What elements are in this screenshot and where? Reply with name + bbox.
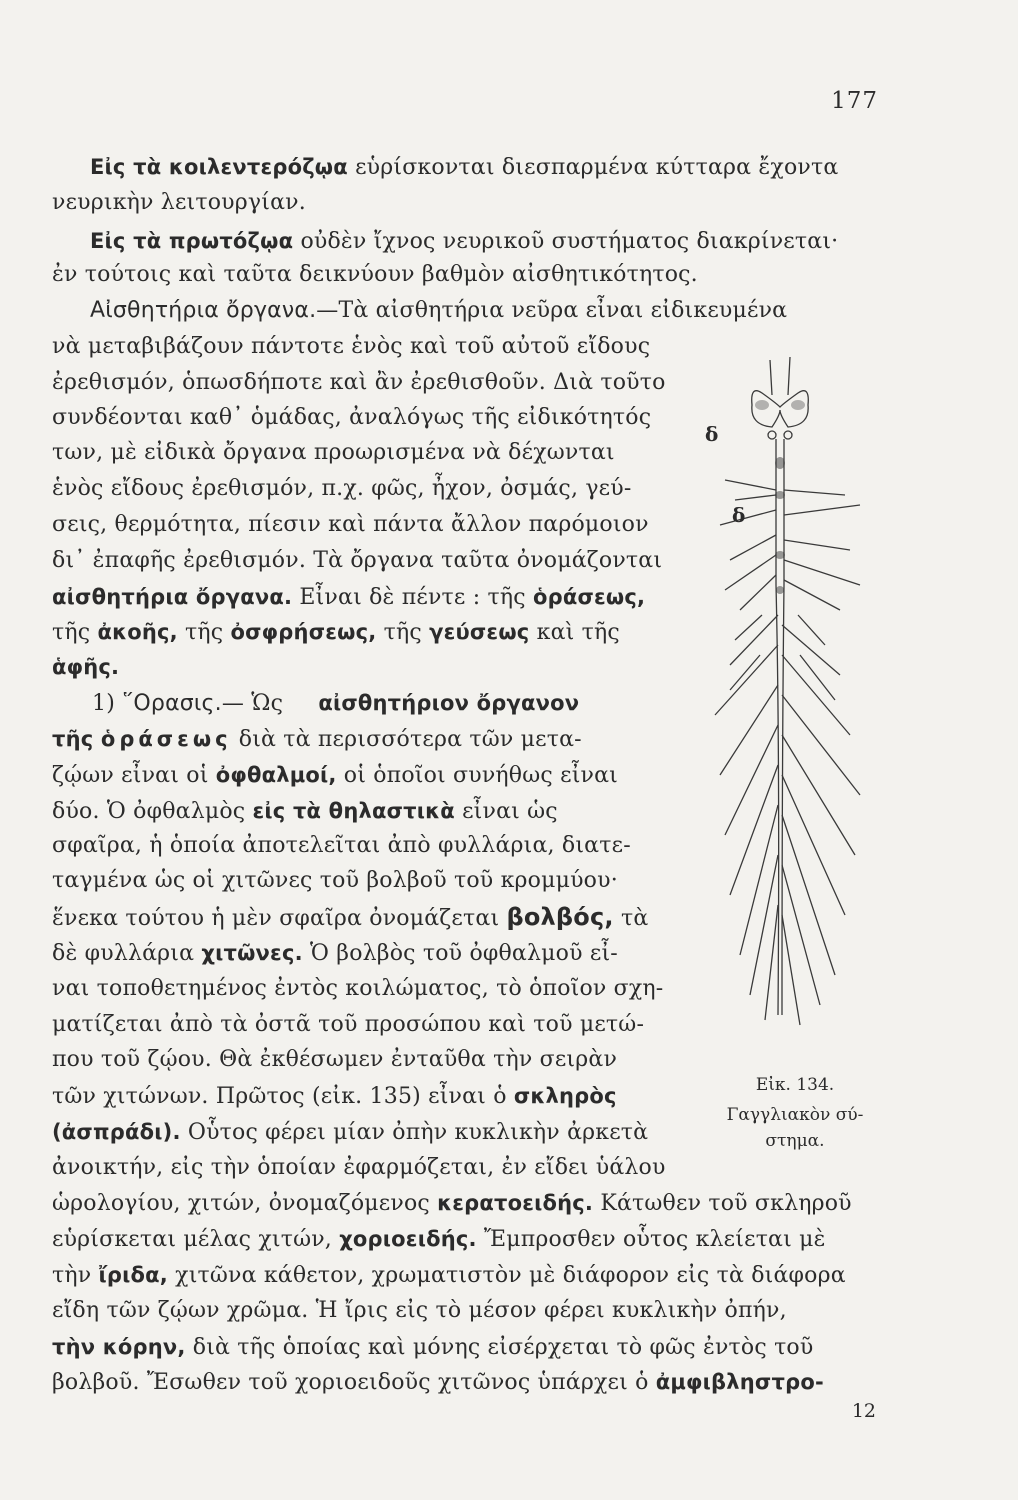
text-line: σεις, θερμότητα, πίεσιν καὶ πάντα ἄλλον παρόμοιον	[52, 512, 649, 537]
text-line: τὴν ἴριδα, χιτῶνα κάθετον, χρωματιστὸν μὲ διάφορον εἰς τὰ διάφορα	[52, 1263, 846, 1288]
text-line: ἀνοικτήν, εἰς τὴν ὁποίαν ἐφαρμόζεται, ἐν εἴδει ὑάλου	[52, 1155, 666, 1180]
text-line: δύο. Ὁ ὀφθαλμὸς εἰς τὰ θηλαστικὰ εἶναι ὡς	[52, 799, 558, 824]
text-line: συνδέονται καθ᾽ ὁμάδας, ἀναλόγως τῆς εἰδικότητός	[52, 405, 652, 430]
text-line: ἑνὸς εἴδους ἐρεθισμόν, π.χ. φῶς, ἦχον, ὀσμάς, γεύ-	[52, 476, 632, 501]
text-line: βολβοῦ. Ἔσωθεν τοῦ χοριοειδοῦς χιτῶνος ὑπάρχει ὁ ἀμφιβληστρο-	[52, 1370, 824, 1395]
text-line: ἐρεθισμόν, ὁπωσδήποτε καὶ ἂν ἐρεθισθοῦν. Διὰ τοῦτο	[52, 370, 666, 395]
figure-caption-line: στημα.	[765, 1131, 825, 1151]
text-line: δὲ φυλλάρια χιτῶνες. Ὁ βολβὸς τοῦ ὀφθαλμοῦ εἶ-	[52, 941, 618, 966]
ganglion-system-figure	[710, 355, 880, 1035]
text-line: ματίζεται ἀπὸ τὰ ὀστᾶ τοῦ προσώπου καὶ τοῦ μετώ-	[52, 1012, 645, 1037]
text-line: σφαῖρα, ἡ ὁποία ἀποτελεῖται ἀπὸ φυλλάρια, διατε-	[52, 833, 631, 858]
text-line: ἐν τούτοις καὶ ταῦτα δεικνύουν βαθμὸν αἰσθητικότητος.	[52, 262, 698, 287]
text-line: τῆς ἀκοῆς, τῆς ὀσφρήσεως, τῆς γεύσεως καὶ τῆς	[52, 620, 620, 645]
text-line: εἴδη τῶν ζῴων χρῶμα. Ἡ ἴρις εἰς τὸ μέσον φέρει κυκλικὴν ὀπήν,	[52, 1298, 787, 1323]
text-line: ζῴων εἶναι οἱ ὀφθαλμοί, οἱ ὁποῖοι συνήθως εἶναι	[52, 763, 618, 788]
text-line: (ἀσπράδι). Οὗτος φέρει μίαν ὀπὴν κυκλικὴν ἀρκετὰ	[52, 1120, 649, 1145]
text-line: δι᾽ ἐπαφῆς ἐρεθισμόν. Τὰ ὄργανα ταῦτα ὀνομάζονται	[52, 548, 663, 573]
text-line: που τοῦ ζῴου. Θὰ ἐκθέσωμεν ἐνταῦθα τὴν σειρὰν	[52, 1047, 618, 1072]
figure-label: δ	[732, 503, 746, 527]
text-line: αἰσθητήρια ὄργανα. Εἶναι δὲ πέντε : τῆς ὁράσεως,	[52, 585, 646, 610]
sheet-number: 12	[851, 1400, 876, 1422]
text-line: ταγμένα ὡς οἱ χιτῶνες τοῦ βολβοῦ τοῦ κρομμύου·	[52, 868, 618, 893]
text-line: τὴν κόρην, διὰ τῆς ὁποίας καὶ μόνης εἰσέρχεται τὸ φῶς ἐντὸς τοῦ	[52, 1335, 814, 1360]
text-line: Αἰσθητήρια ὄργανα.—Τὰ αἰσθητήρια νεῦρα εἶναι εἰδικευμένα	[90, 298, 788, 323]
text-line: ἕνεκα τούτου ἡ μὲν σφαῖρα ὀνομάζεται βολβός, τὰ	[52, 903, 649, 931]
text-line: νευρικὴν λειτουργίαν.	[52, 190, 306, 215]
figure-caption-title: Εἰκ. 134.	[755, 1075, 835, 1095]
text-line: Εἰς τὰ πρωτόζῳα οὐδὲν ἴχνος νευρικοῦ συστήματος διακρίνεται·	[90, 229, 839, 254]
text-line: ἁφῆς.	[52, 655, 120, 679]
figure-caption-line: Γαγγλιακὸν σύ-	[726, 1105, 864, 1125]
text-line: εὑρίσκεται μέλας χιτών, χοριοειδής. Ἔμπροσθεν οὗτος κλείεται μὲ	[52, 1227, 826, 1252]
text-line: τῶν χιτώνων. Πρῶτος (εἰκ. 135) εἶναι ὁ σκληρὸς	[52, 1084, 617, 1109]
text-line: Εἰς τὰ κοιλεντερόζῳα εὑρίσκονται διεσπαρμένα κύτταρα ἔχοντα	[90, 155, 839, 180]
text-line: ὡρολογίου, χιτών, ὀνομαζόμενος κερατοειδής. Κάτωθεν τοῦ σκληροῦ	[52, 1191, 852, 1216]
figure-label: δ	[705, 422, 719, 446]
text-line: 1) ῞Ορασις.— Ὡς αἰσθητήριον ὄργανον	[92, 691, 580, 716]
text-line: τῆς ὁράσεως διὰ τὰ περισσότερα τῶν μετα-	[52, 727, 582, 752]
page-number: 177	[831, 88, 878, 114]
text-line: των, μὲ εἰδικὰ ὄργανα προωρισμένα νὰ δέχωνται	[52, 440, 615, 465]
text-line: νὰ μεταβιβάζουν πάντοτε ἑνὸς καὶ τοῦ αὐτοῦ εἴδους	[52, 334, 651, 359]
text-line: ναι τοποθετημένος ἐντὸς κοιλώματος, τὸ ὁποῖον σχη-	[52, 976, 664, 1001]
